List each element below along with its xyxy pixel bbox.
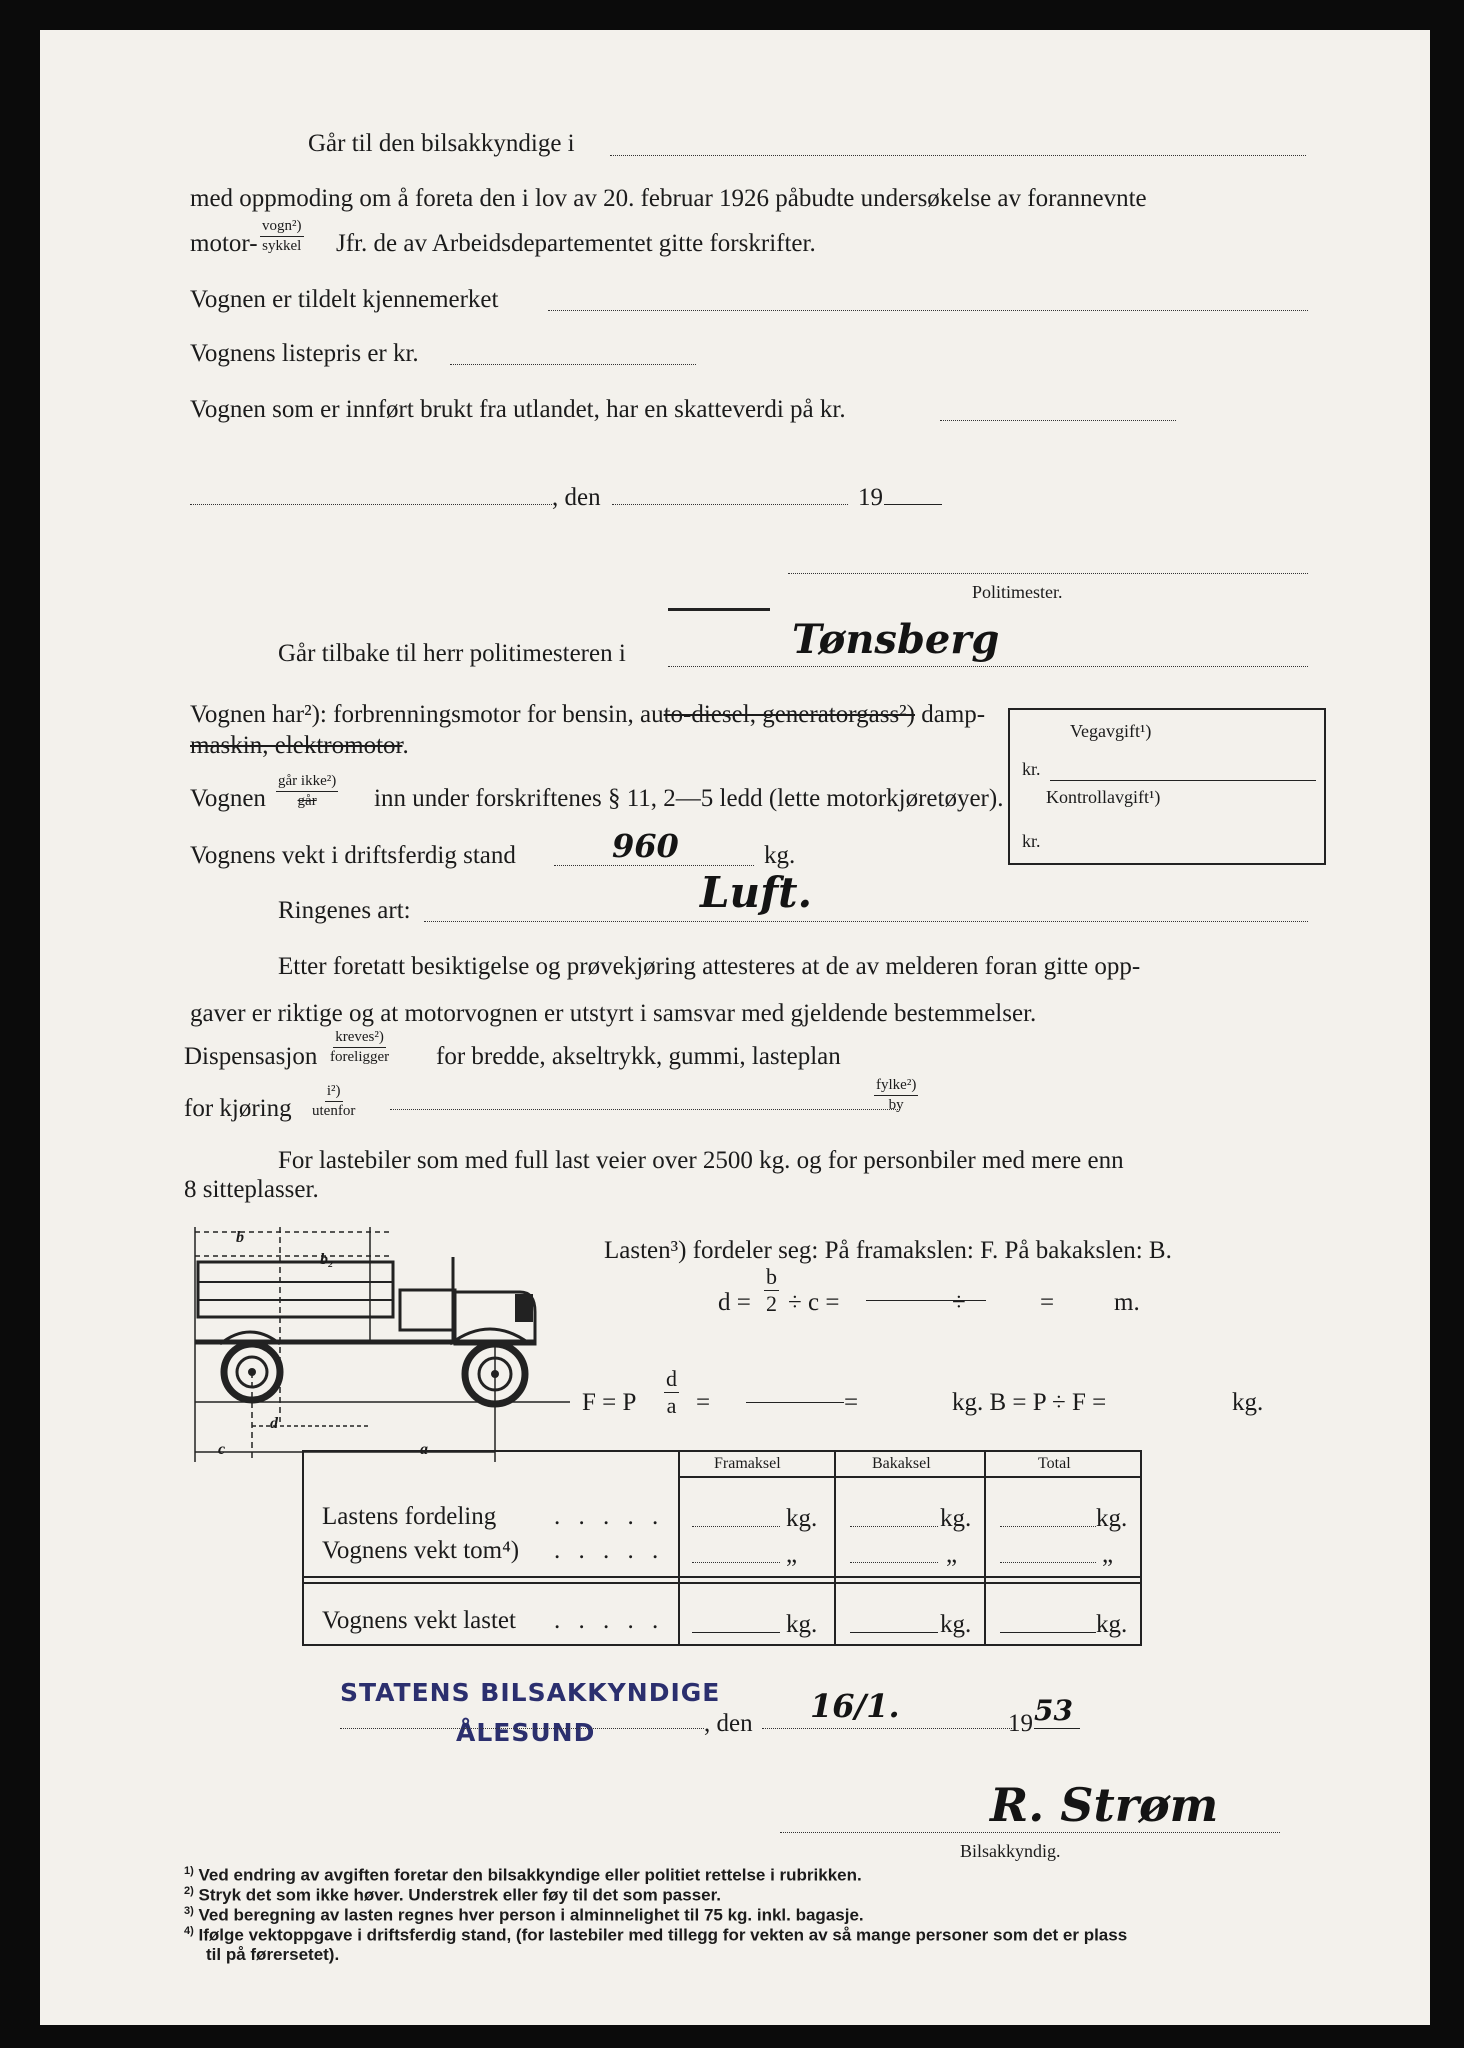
loaded-total-unit: kg. xyxy=(1096,1611,1128,1638)
drive-label: for kjøring xyxy=(184,1095,292,1122)
empty-total-unit: „ xyxy=(1102,1541,1114,1568)
footnote-3: $^{3)}$ Ved beregning av lasten regnes hver person i alminnelighet til 75 kg. inkl. bagasje. xyxy=(184,1905,864,1925)
vegavgift-label: Vegavgift¹) xyxy=(1070,721,1152,741)
tyres-label: Ringenes art: xyxy=(278,897,411,924)
row-label-load: Lastens fordeling xyxy=(322,1503,497,1530)
load-table xyxy=(302,1450,1142,1646)
d-div: ÷ xyxy=(952,1289,966,1316)
loaded-front-field[interactable] xyxy=(692,1632,780,1633)
light-vehicle-suffix: inn under forskriftenes § 11, 2—5 ledd (lette motorkjøretøyer). xyxy=(374,785,1004,812)
signature-role: Bilsakkyndig. xyxy=(960,1841,1061,1861)
d-unit: m. xyxy=(1114,1289,1140,1316)
signature-field[interactable] xyxy=(780,1832,1280,1833)
d-eq: = xyxy=(1040,1289,1055,1316)
f-eq-2: = xyxy=(844,1389,859,1416)
county-fraction: fylke²) by xyxy=(876,1077,917,1113)
year-field[interactable] xyxy=(884,504,942,505)
drive-area-field[interactable] xyxy=(390,1109,900,1110)
load-front-field[interactable] xyxy=(692,1526,780,1527)
load-intro: Lasten³) fordeler seg: På framakslen: F. På bakakslen: B. xyxy=(604,1237,1172,1264)
empty-front-field[interactable] xyxy=(692,1562,780,1563)
f-kg-b-equals: kg. B = P ÷ F = xyxy=(952,1389,1107,1416)
load-total-unit: kg. xyxy=(1096,1505,1128,1532)
price-field[interactable] xyxy=(450,364,696,365)
diagram-label-b2: b₂ xyxy=(320,1251,334,1268)
signoff-year-prefix: 19 xyxy=(1008,1710,1033,1737)
signature: R. Strøm xyxy=(990,1778,1219,1832)
stamp-line-2: ÅLESUND xyxy=(456,1718,596,1747)
f-numerator-field[interactable] xyxy=(746,1402,844,1403)
loaded-rear-field[interactable] xyxy=(850,1632,938,1633)
diagram-label-b: b xyxy=(236,1229,244,1246)
price-label: Vognens listepris er kr. xyxy=(190,340,419,367)
load-front-unit: kg. xyxy=(786,1505,818,1532)
header-total: Total xyxy=(1038,1455,1071,1472)
empty-total-field[interactable] xyxy=(1000,1562,1096,1563)
row-label-loaded: Vognens vekt lastet xyxy=(322,1607,516,1634)
truck-line-2: 8 sitteplasser. xyxy=(184,1176,319,1203)
load-total-field[interactable] xyxy=(1000,1526,1096,1527)
weight-value: 960 xyxy=(612,827,679,865)
place-field[interactable] xyxy=(190,504,552,505)
footnote-4: $^{4)}$ Ifølge vektoppgave i driftsferdig stand, (for lastebiler med tillegg for vekten av så mange personer som det er plass xyxy=(184,1925,1128,1945)
import-label: Vognen som er innført brukt fra utlandet, har en skatteverdi på kr. xyxy=(190,396,846,423)
empty-rear-field[interactable] xyxy=(850,1562,938,1563)
diagram-label-c: c xyxy=(218,1441,226,1458)
motor-suffix: Jfr. de av Arbeidsdepartementet gitte forskrifter. xyxy=(336,230,816,257)
minus-c: ÷ c = xyxy=(788,1289,840,1316)
date-field[interactable] xyxy=(612,504,848,505)
truck-drawing xyxy=(190,1222,600,1462)
fees-box xyxy=(1008,708,1326,865)
tyres-field[interactable] xyxy=(424,921,1308,922)
load-rear-unit: kg. xyxy=(940,1505,972,1532)
engine-line-a: Vognen har²): forbrenningsmotor for bensin, auto-diesel, generatorgass²) damp- xyxy=(190,701,986,728)
politimester-label: Politimester. xyxy=(972,582,1063,602)
signoff-year: 53 xyxy=(1034,1694,1073,1727)
return-place-field[interactable] xyxy=(668,666,1308,667)
weight-unit: kg. xyxy=(764,842,796,869)
b-over-2: $\frac{b}{2}$ xyxy=(766,1264,777,1316)
diagram-label-d: d xyxy=(270,1415,278,1432)
row-leader-1: . . . . . xyxy=(554,1503,665,1530)
truck-diagram xyxy=(190,1222,600,1462)
drive-fraction: i²) utenfor xyxy=(312,1083,356,1119)
b-unit: kg. xyxy=(1232,1389,1264,1416)
loaded-total-field[interactable] xyxy=(1000,1632,1096,1633)
d-equals: d = xyxy=(718,1289,751,1316)
attest-line-2: gaver er riktige og at motorvognen er utstyrt i samsvar med gjeldende bestemmelser. xyxy=(190,1000,1037,1027)
goes-to-label: Går til den bilsakkyndige i xyxy=(308,130,575,157)
vegavgift-kr: kr. xyxy=(1022,759,1041,779)
d-over-a: $\frac{d}{a}$ xyxy=(666,1366,677,1418)
year-prefix: 19 xyxy=(858,484,883,511)
light-vehicle-fraction: går ikke²) går xyxy=(278,773,337,809)
reg-field[interactable] xyxy=(548,310,1308,311)
motor-fraction: vogn²) sykkel xyxy=(262,218,302,254)
tyres-value: Luft. xyxy=(700,868,813,917)
footnote-1: $^{1)}$ Ved endring av avgiften foretar den bilsakkyndige eller politiet rettelse i rubrikken. xyxy=(184,1865,862,1885)
form-sheet xyxy=(40,30,1430,2025)
vegavgift-field[interactable] xyxy=(1050,780,1316,781)
signoff-date-field[interactable] xyxy=(762,1728,1012,1729)
empty-rear-unit: „ xyxy=(946,1541,958,1568)
load-rear-field[interactable] xyxy=(850,1526,938,1527)
vognen-word: Vognen xyxy=(190,785,266,812)
f-eq-1: = xyxy=(696,1389,711,1416)
dispensation-fraction: kreves²) foreligger xyxy=(330,1029,390,1065)
dispensation-label: Dispensasjon xyxy=(184,1043,318,1070)
stamp-line-1: STATENS BILSAKKYNDIGE xyxy=(340,1678,721,1707)
signoff-year-field[interactable] xyxy=(1034,1728,1080,1729)
loaded-rear-unit: kg. xyxy=(940,1611,972,1638)
return-place-handwritten: Tønsberg xyxy=(792,616,1000,663)
kontrollavgift-label: Kontrollavgift¹) xyxy=(1046,787,1161,807)
signoff-den-label: , den xyxy=(704,1710,753,1737)
return-label: Går tilbake til herr politimesteren i xyxy=(278,640,626,667)
section-divider xyxy=(668,608,770,611)
weight-field[interactable] xyxy=(554,865,754,866)
row-leader-3: . . . . . xyxy=(554,1607,665,1634)
loaded-front-unit: kg. xyxy=(786,1611,818,1638)
row-label-empty: Vognens vekt tom⁴) xyxy=(322,1537,520,1564)
f-equals: F = P xyxy=(582,1389,637,1416)
reg-label: Vognen er tildelt kjennemerket xyxy=(190,286,499,313)
header-bakaksel: Bakaksel xyxy=(872,1455,931,1472)
dispensation-suffix: for bredde, akseltrykk, gummi, lasteplan xyxy=(436,1043,841,1070)
footnote-2: $^{2)}$ Stryk det som ikke høver. Understrek eller føy til det som passer. xyxy=(184,1885,722,1905)
politimester-signature-field[interactable] xyxy=(788,573,1308,574)
weight-label: Vognens vekt i driftsferdig stand xyxy=(190,842,516,869)
motor-prefix: motor- xyxy=(190,230,258,257)
signoff-date: 16/1. xyxy=(810,1687,900,1725)
engine-line-b: maskin, elektromotor. xyxy=(190,732,409,759)
import-value-field[interactable] xyxy=(940,420,1176,421)
den-label: , den xyxy=(552,484,601,511)
d-numerator-field[interactable] xyxy=(866,1300,986,1301)
attest-line-1: Etter foretatt besiktigelse og prøvekjøring attesteres at de av melderen foran gitte opp- xyxy=(278,953,1141,980)
goes-to-field[interactable] xyxy=(610,155,1306,156)
diagram-label-a: a xyxy=(420,1441,428,1458)
kontrollavgift-kr: kr. xyxy=(1022,831,1041,851)
signoff-place-field[interactable] xyxy=(340,1728,704,1729)
request-text: med oppmoding om å foreta den i lov av 20. februar 1926 påbudte undersøkelse av forannevnte xyxy=(190,185,1147,212)
row-leader-2: . . . . . xyxy=(554,1537,665,1564)
truck-line-1: For lastebiler som med full last veier over 2500 kg. og for personbiler med mere enn xyxy=(278,1147,1124,1174)
empty-front-unit: „ xyxy=(786,1541,798,1568)
footnote-4-cont: til på førersetet). xyxy=(206,1945,340,1964)
header-framaksel: Framaksel xyxy=(714,1455,781,1472)
